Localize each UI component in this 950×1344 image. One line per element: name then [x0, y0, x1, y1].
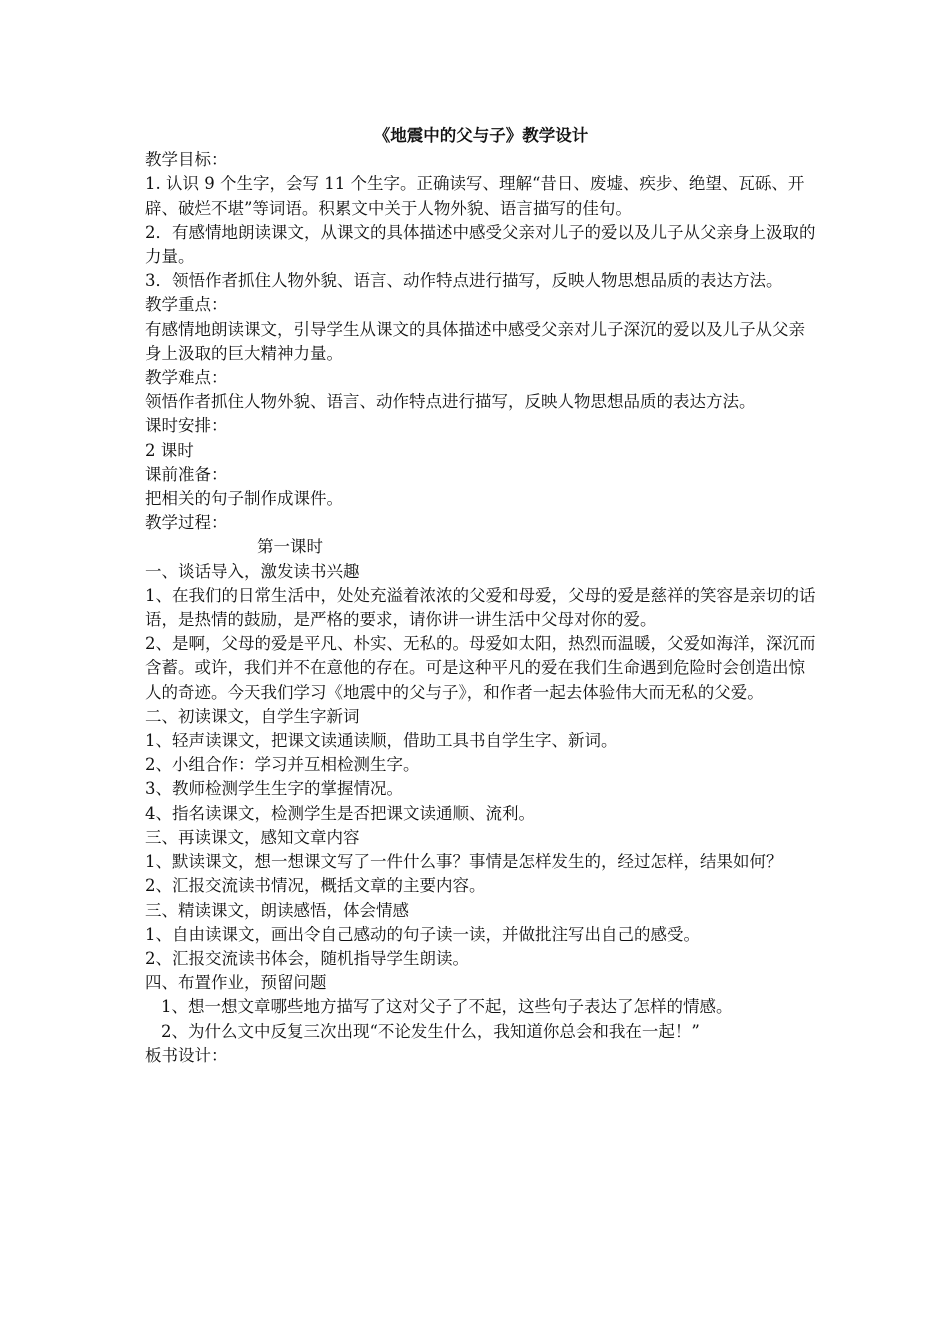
text-paragraph: 1、想一想文章哪些地方描写了这对父子了不起，这些句子表达了怎样的情感。 — [161, 997, 733, 1017]
text-paragraph: 课时安排： — [145, 416, 228, 436]
text-paragraph: 教学目标： — [145, 150, 228, 170]
text-paragraph: 三、精读课文，朗读感悟，体会情感 — [145, 900, 409, 920]
text-paragraph: 教学重点： — [145, 295, 228, 315]
text-paragraph: 二、初读课文，自学生字新词 — [145, 706, 360, 726]
text-paragraph: 2、是啊，父母的爱是平凡、朴实、无私的。母爱如太阳，热烈而温暖，父爱如海洋，深沉而含蓄。或许，我们并不在意他的存在。可是这种平凡的爱在我们生命遇到危险时会创造出惊人的奇迹。今天我们学习《地震中的父与子》，和作者一起去体验伟大而无私的父爱。 — [145, 634, 816, 702]
text-paragraph: 1、默读课文，想一想课文写了一件什么事？事情是怎样发生的，经过怎样，结果如何？ — [145, 852, 783, 872]
text-paragraph: 2、为什么文中反复三次出现“不论发生什么，我知道你总会和我在一起！” — [161, 1021, 700, 1041]
text-paragraph: 教学难点： — [145, 368, 228, 388]
text-paragraph: 2 课时 — [145, 440, 194, 460]
text-paragraph: 1、自由读课文，画出令自己感动的句子读一读，并做批注写出自己的感受。 — [145, 924, 700, 944]
text-paragraph: 2．有感情地朗读课文，从课文的具体描述中感受父亲对儿子的爱以及儿子从父亲身上汲取的力量。 — [145, 222, 816, 267]
text-paragraph: 1. 认识 9 个生字，会写 11 个生字。正确读写、理解“昔日、废墟、疾步、绝望、瓦砾、开辟、破烂不堪”等词语。积累文中关于人物外貌、语言描写的佳句。 — [145, 174, 805, 218]
text-paragraph: 4、指名读课文，检测学生是否把课文读通顺、流利。 — [145, 803, 535, 823]
text-paragraph: 3．领悟作者抓住人物外貌、语言、动作特点进行描写，反映人物思想品质的表达方法。 — [145, 271, 783, 291]
text-paragraph: 1、在我们的日常生活中，处处充溢着浓浓的父爱和母爱，父母的爱是慈祥的笑容是亲切的话语，是热情的鼓励，是严格的要求，请你讲一讲生活中父母对你的爱。 — [145, 585, 816, 630]
text-paragraph: 四、布置作业，预留问题 — [145, 973, 327, 993]
text-paragraph: 三、再读课文，感知文章内容 — [145, 827, 360, 847]
text-paragraph: 把相关的句子制作成课件。 — [145, 489, 343, 509]
document-page — [145, 124, 817, 1068]
text-paragraph: 2、汇报交流读书体会，随机指导学生朗读。 — [145, 948, 469, 968]
text-paragraph: 第一课时 — [257, 537, 323, 557]
text-paragraph: 领悟作者抓住人物外貌、语言、动作特点进行描写，反映人物思想品质的表达方法。 — [145, 392, 756, 412]
text-paragraph: 3、教师检测学生生字的掌握情况。 — [145, 779, 403, 799]
text-paragraph: 有感情地朗读课文，引导学生从课文的具体描述中感受父亲对儿子深沉的爱以及儿子从父亲身上汲取的巨大精神力量。 — [145, 319, 805, 363]
text-paragraph: 1、轻声读课文，把课文读通读顺，借助工具书自学生字、新词。 — [145, 731, 618, 751]
document-title: 《地震中的父与子》教学设计 — [373, 126, 589, 145]
text-paragraph: 一、谈话导入，激发读书兴趣 — [145, 561, 360, 581]
text-paragraph: 板书设计： — [145, 1045, 228, 1065]
text-paragraph: 2、汇报交流读书情况，概括文章的主要内容。 — [145, 876, 486, 896]
text-paragraph: 教学过程： — [145, 513, 228, 533]
text-paragraph: 2、小组合作：学习并互相检测生字。 — [145, 755, 420, 775]
document-body — [145, 148, 817, 1068]
text-paragraph: 课前准备： — [145, 464, 228, 484]
